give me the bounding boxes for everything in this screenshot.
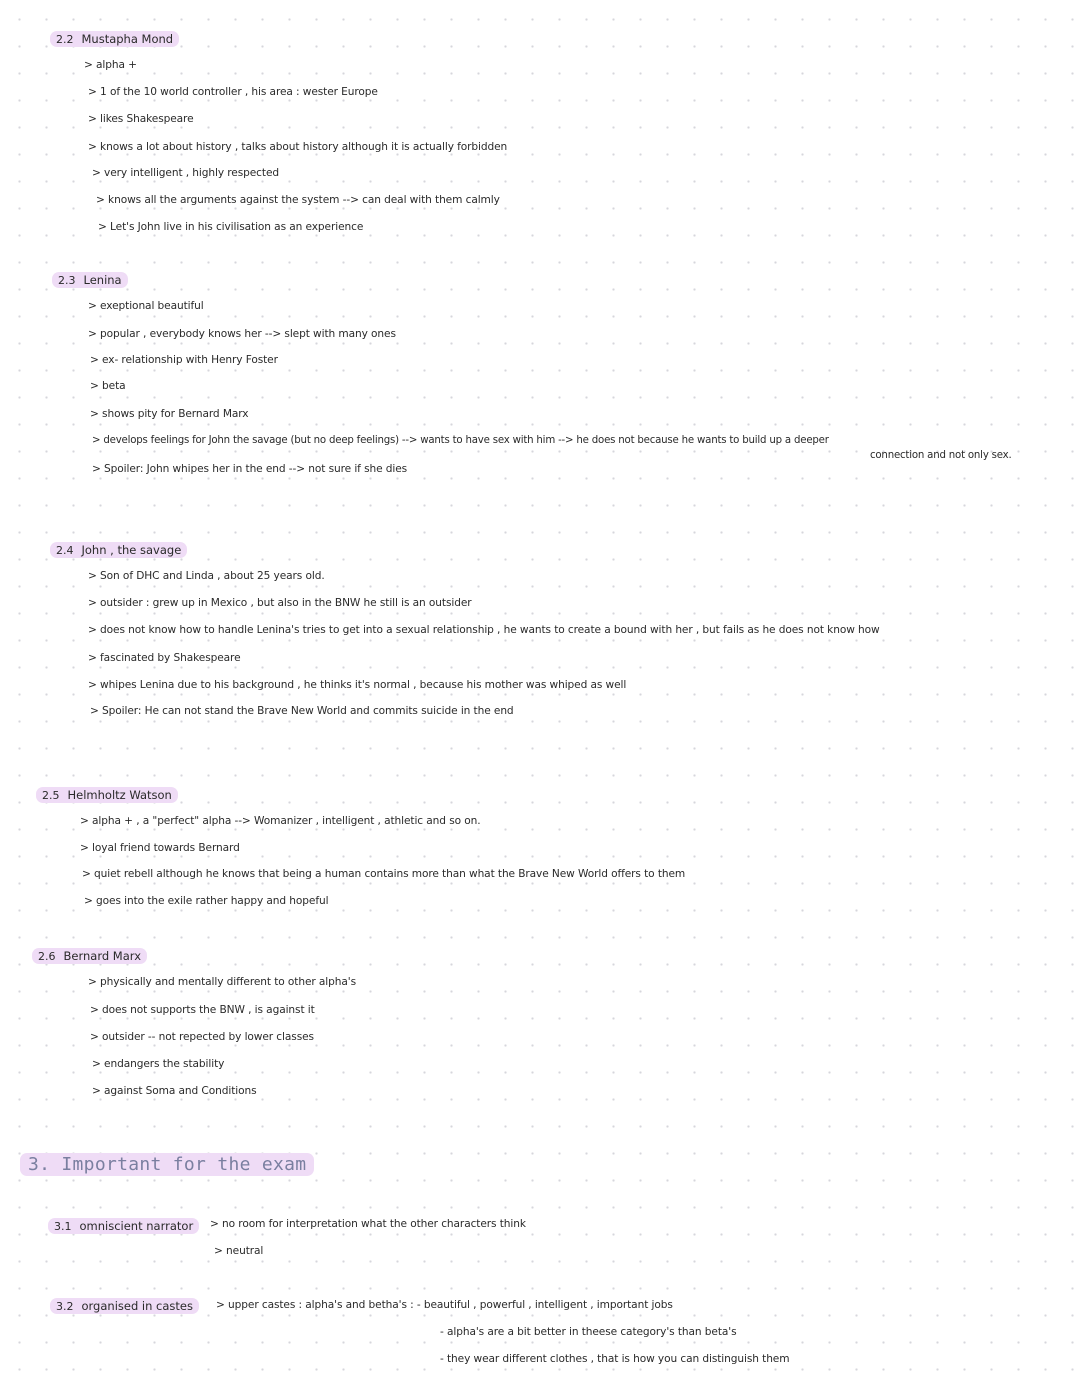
note-line: > Son of DHC and Linda , about 25 years old. [88, 570, 325, 582]
note-line: - they wear different clothes , that is how you can distinguish them [440, 1353, 790, 1365]
section-heading-2-5 [36, 787, 178, 803]
note-line: > outsider : grew up in Mexico , but also in the BNW he still is an outsider [88, 597, 472, 609]
note-line: > fascinated by Shakespeare [88, 652, 241, 664]
note-line: > alpha + , a "perfect" alpha --> Womanizer , intelligent , athletic and so on. [80, 815, 481, 827]
section-heading-2-2 [50, 31, 179, 47]
note-line: > upper castes : alpha's and betha's : - beautiful , powerful , intelligent , important jobs [216, 1299, 673, 1311]
section-title: Bernard Marx [63, 949, 142, 963]
section-title: John , the savage [81, 543, 182, 557]
note-line: > shows pity for Bernard Marx [90, 408, 249, 420]
note-line: - alpha's are a bit better in theese category's than beta's [440, 1326, 737, 1338]
note-line: > knows a lot about history , talks about history although it is actually forbidden [88, 141, 508, 153]
note-line: > Let's John live in his civilisation as an experience [98, 221, 364, 233]
note-line: > does not know how to handle Lenina's tries to get into a sexual relationship , he wants to create a bound with her , but fails as he does not know how [88, 624, 880, 636]
note-line: > Spoiler: He can not stand the Brave New World and commits suicide in the end [90, 705, 514, 717]
note-line: > does not supports the BNW , is against it [90, 1004, 315, 1016]
note-line: > alpha + [84, 59, 137, 71]
section-number: 2.6 [38, 950, 56, 963]
section-number: 2.2 [56, 33, 74, 46]
note-line: > 1 of the 10 world controller , his area : wester Europe [88, 86, 378, 98]
note-line: > outsider -- not repected by lower classes [90, 1031, 314, 1043]
note-line-continued: connection and not only sex. [870, 450, 1012, 461]
section-title: organised in castes [81, 1299, 193, 1313]
note-line: > Spoiler: John whipes her in the end --> not sure if she dies [92, 463, 408, 475]
note-line: > against Soma and Conditions [92, 1085, 257, 1097]
note-line: > popular , everybody knows her --> slept with many ones [88, 328, 396, 340]
section-number: 3.1 [54, 1220, 72, 1233]
section-number: 2.4 [56, 544, 74, 557]
section-title: Lenina [83, 273, 122, 287]
section-number: 2.3 [58, 274, 76, 287]
section-heading-2-6 [32, 948, 147, 964]
note-line: > exeptional beautiful [88, 300, 204, 312]
section-title: Mustapha Mond [81, 32, 174, 46]
note-line: > very intelligent , highly respected [92, 167, 279, 179]
section-title: omniscient narrator [79, 1219, 194, 1233]
note-line: > beta [90, 380, 126, 392]
section-heading-3-1 [48, 1218, 199, 1234]
section-number: 3.2 [56, 1300, 74, 1313]
note-line: > knows all the arguments against the system --> can deal with them calmly [96, 194, 500, 206]
section-heading-2-3 [52, 272, 128, 288]
section-heading-3-2 [50, 1298, 199, 1314]
note-line: > likes Shakespeare [88, 113, 194, 125]
section-number: 2.5 [42, 789, 60, 802]
note-line: > loyal friend towards Bernard [80, 842, 240, 854]
note-line: > endangers the stability [92, 1058, 225, 1070]
note-line: > ex- relationship with Henry Foster [90, 354, 278, 366]
note-line: > goes into the exile rather happy and hopeful [84, 895, 329, 907]
note-line: > quiet rebell although he knows that being a human contains more than what the Brave New World offers to them [82, 868, 686, 880]
section-title: Helmholtz Watson [67, 788, 172, 802]
note-line: > whipes Lenina due to his background , he thinks it's normal , because his mother was whiped as well [88, 679, 627, 691]
note-line: > develops feelings for John the savage (but no deep feelings) --> wants to have sex with him --> he does not because he wants to build up a deeper [92, 435, 829, 446]
note-line: > physically and mentally different to other alpha's [88, 976, 356, 988]
note-line: > no room for interpretation what the other characters think [210, 1218, 526, 1230]
section-heading-2-4 [50, 542, 187, 558]
note-line: > neutral [214, 1245, 264, 1257]
chapter-title: 3. Important for the exam [20, 1153, 314, 1176]
